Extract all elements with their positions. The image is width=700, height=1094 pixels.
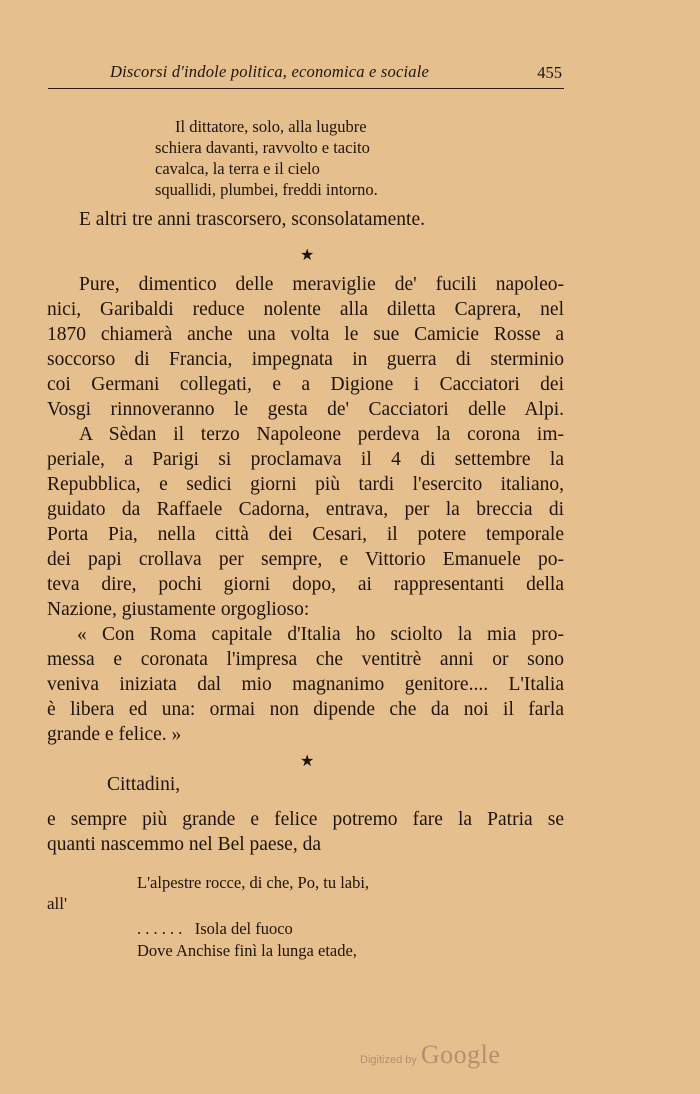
section-divider: ★ — [300, 247, 315, 264]
paragraph-line: quanti nascemmo nel Bel paese, da — [47, 834, 321, 855]
section-divider: ★ — [300, 753, 315, 770]
paragraph-line: e sempre più grande e felice potremo fare la Patria se — [47, 809, 564, 830]
paragraph-line: Repubblica, e sedici giorni più tardi l'esercito italiano, — [47, 474, 564, 495]
verse-connector: all' — [47, 894, 68, 913]
paragraph-line: guidato da Raffaele Cadorna, entrava, per la breccia di — [47, 499, 564, 520]
running-title: Discorsi d'indole politica, economica e sociale — [110, 62, 430, 81]
paragraph-line: dei papi crollava per sempre, e Vittorio Emanuele po- — [47, 549, 564, 570]
page-number: 455 — [537, 63, 562, 82]
paragraph-line: teva dire, pochi giorni dopo, ai rappresentanti della — [47, 574, 564, 595]
paragraph-line: veniva iniziata dal mio magnanimo genitore.... L'Italia — [47, 674, 564, 695]
verse-line: L'alpestre rocce, di che, Po, tu labi, — [137, 873, 370, 892]
paragraph-line: E altri tre anni trascorsero, sconsolatamente. — [79, 209, 425, 230]
paragraph-line: coi Germani collegati, e a Digione i Cacciatori dei — [47, 374, 564, 395]
verse-line: . . . . . . Isola del fuoco — [137, 919, 293, 938]
verse-line: Il dittatore, solo, alla lugubre — [175, 117, 367, 136]
verse-line: cavalca, la terra e il cielo — [155, 159, 320, 178]
paragraph-line: grande e felice. » — [47, 724, 182, 745]
running-header — [48, 60, 564, 89]
paragraph-line: Pure, dimentico delle meraviglie de' fucili napoleo- — [79, 274, 564, 295]
paragraph-line: Porta Pia, nella città dei Cesari, il potere temporale — [47, 524, 564, 545]
paragraph-line: nici, Garibaldi reduce nolente alla diletta Caprera, nel — [47, 299, 564, 320]
verse-line: squallidi, plumbei, freddi intorno. — [155, 180, 378, 199]
paragraph-line: messa e coronata l'impresa che ventitrè anni or sono — [47, 649, 564, 670]
verse-line: Dove Anchise finì la lunga etade, — [137, 941, 357, 960]
digitized-by-label: Digitized by — [360, 1054, 417, 1066]
paragraph-line: « Con Roma capitale d'Italia ho sciolto la mia pro- — [77, 624, 564, 645]
paragraph-line: A Sèdan il terzo Napoleone perdeva la corona im- — [79, 424, 564, 445]
paragraph-line: soccorso di Francia, impegnata in guerra di sterminio — [47, 349, 564, 370]
paragraph-line: è libera ed una: ormai non dipende che da noi il farla — [47, 699, 564, 720]
google-watermark — [360, 1040, 500, 1070]
paragraph-line: 1870 chiamerà anche una volta le sue Camicie Rosse a — [47, 324, 564, 345]
salutation: Cittadini, — [107, 774, 181, 795]
paragraph-line: periale, a Parigi si proclamava il 4 di settembre la — [47, 449, 564, 470]
verse-line: schiera davanti, ravvolto e tacito — [155, 138, 370, 157]
google-logo-text: Google — [420, 1040, 501, 1069]
paragraph-line: Nazione, giustamente orgoglioso: — [47, 599, 310, 620]
paragraph-line: Vosgi rinnoveranno le gesta de' Cacciatori delle Alpi. — [47, 399, 564, 420]
